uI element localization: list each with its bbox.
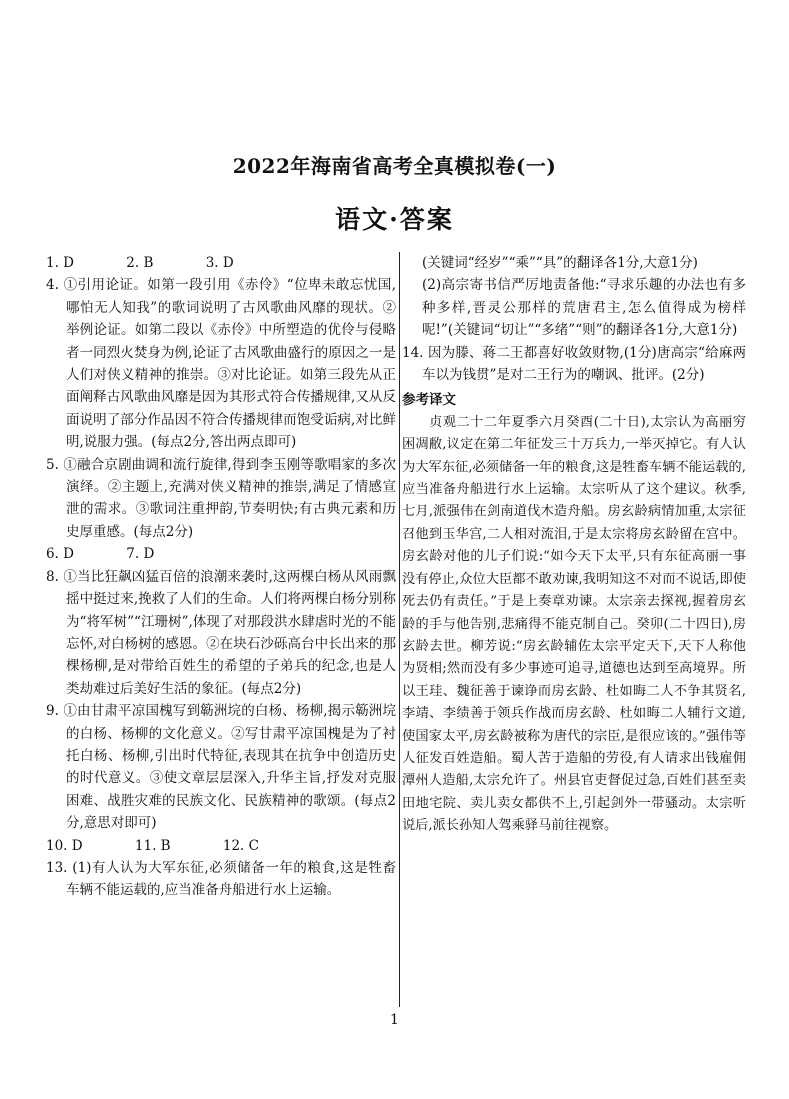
answer-q9: 9. ①由甘肃平凉国槐写到簕洲垸的白杨、杨柳,揭示簕洲垸的白杨、杨柳的文化意义。②写甘肃平凉国槐是为了衬托白杨、杨柳,引出时代特征,表现其在抗争中创造历史的时代意义。③使文章层层深入,升华主旨,抒发对克服困难、战胜灾难的民族文化、民族精神的歌颂。(每点2分,意思对即可) [46,703,396,832]
answer-q1-3 [46,252,396,274]
page-subtitle: 语文·答案 [335,205,454,234]
answer-q6: 6. D [46,546,74,563]
answer-q8: 8. ①当比狂飙凶猛百倍的浪潮来袭时,这两棵白杨从风雨飘摇中挺过来,挽救了人们的生命。人们将两棵白杨分别称为“将军树”“江珊树”,体现了对那段洪水肆虐时光的不能忘怀,对白杨树的感恩。②在块石沙砾高台中长出来的那棵杨柳,是对带给百姓生的希望的子弟兵的纪念,也是人类劫难过后美好生活的象征。(每点2分) [46,568,396,697]
left-column [46,252,396,902]
column-divider [399,252,400,1007]
answer-q4: 4. ①引用论证。如第一段引用《赤伶》“位卑未敢忘忧国,哪怕无人知我”的歌词说明了古风歌曲风靡的现状。②举例论证。如第二段以《赤伶》中所塑造的优伶与侵略者一同烈火焚身为例,论证了古风歌曲盛行的原因之一是人们对侠义精神的推崇。③对比论证。如第三段先从正面阐释古风歌曲风靡是因为其形式符合传播规律,又从反面说明了部分作品因不符合传播规律而饱受诟病,对比鲜明,说服力强。(每点2分,答出两点即可) [46,277,396,451]
reference-translation-heading: 参考译文 [402,392,456,409]
page-number: 1 [390,1012,399,1028]
answer-q6-7 [46,543,396,565]
answer-q7: 7. D [126,546,155,563]
answer-q2: 2. B [126,255,154,271]
answer-q5: 5. ①融合京剧曲调和流行旋律,得到李玉刚等歌唱家的多次演绎。②主题上,充满对侠义精神的推崇,满足了情感宣泄的需求。③歌词注重押韵,节奏明快;有古典元素和历史厚重感。(每点2分) [46,456,396,540]
answer-q13-1: 13. (1)有人认为大军东征,必须储备一年的粮食,这是牲畜车辆不能运载的,应当准备舟船进行水上运输。 [46,859,396,899]
answer-q1: 1. D [46,255,74,271]
page-title: 2022年海南省高考全真模拟卷(一) [232,154,557,178]
answer-q13-2: (2)高宗寄书信严厉地责备他:“寻求乐趣的办法也有多种多样,晋灵公那样的荒唐君主,怎么值得成为榜样呢!”(关键词“切让”“多绪”“则”的翻译各1分,大意1分) [422,277,746,339]
reference-translation-text: 贞观二十二年夏季六月癸酉(二十日),太宗认为高丽穷困凋敝,议定在第二年征发三十万兵力,一举灭掉它。有人认为大军东征,必须储备一年的粮食,这是牲畜车辆不能运载的,应当准备舟船进行水上运输。太宗听从了这个建议。秋季,七月,派强伟在剑南道伐木造舟船。房玄龄病情加重,太宗征召他到玉华宫,二人相对流泪,于是太宗将房玄龄留在宫中。房玄龄对他的儿子们说:“如今天下太平,只有东征高丽一事没有停止,众位大臣都不敢劝谏,我明知这不对而不说话,即使死去仍有责任。”于是上奏章劝谏。太宗亲去探视,握着房玄龄的手与他告别,悲痛得不能克制自己。癸卯(二十四日),房玄龄去世。柳芳说:“房玄龄辅佐太宗平定天下,天下人称他为贤相;然而没有多少事迹可追寻,道德也达到至高境界。所以王珪、魏征善于谏诤而房玄龄、杜如晦二人不争其贤名,李靖、李绩善于领兵作战而房玄龄、杜如晦二人辅行文道,使国家太平,房玄龄被称为唐代的宗臣,是很应该的。”强伟等人征发百姓造船。蜀人苦于造船的劳役,有人请求出钱雇佣潭州人造船,太宗允许了。州县官吏督促过急,百姓们甚至卖田地宅院、卖儿卖女都供不上,引起剑外一带骚动。太宗听说后,派长孙知人驾乘驿马前往视察。 [402,414,746,834]
answer-q3: 3. D [205,255,234,271]
answer-q12: 12. C [222,837,259,854]
answer-q10-12 [46,835,396,857]
right-column [402,252,746,838]
answer-q10: 10. D [46,837,83,854]
answer-q14: 14. 因为滕、蒋二王都喜好收敛财物,(1分)唐高宗“给麻两车以为钱贯”是对二王行为的嘲讽、批评。(2分) [402,344,746,384]
answer-q13-1-continued: (关键词“经岁”“乘”“具”的翻译各1分,大意1分) [422,255,698,271]
answer-q11: 11. B [134,837,171,854]
